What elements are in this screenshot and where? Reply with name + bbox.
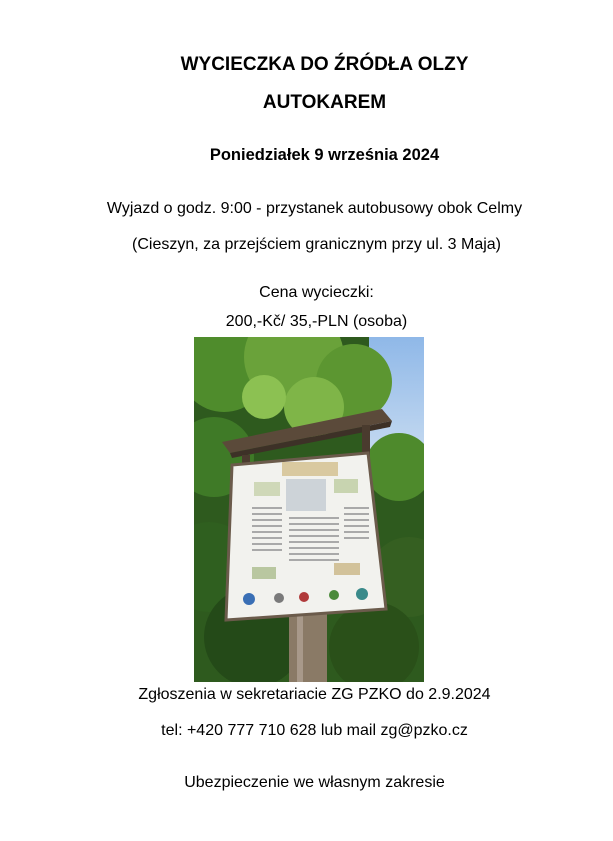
registration-info: Zgłoszenia w sekretariacie ZG PZKO do 2.9.2024 bbox=[138, 686, 491, 703]
departure-location: (Cieszyn, za przejściem granicznym przy ul. 3 Maja) bbox=[132, 236, 501, 253]
contact-info: tel: +420 777 710 628 lub mail zg@pzko.cz bbox=[161, 722, 468, 739]
price-value: 200,-Kč/ 35,-PLN (osoba) bbox=[225, 313, 408, 330]
event-date: Poniedziałek 9 września 2024 bbox=[209, 146, 440, 164]
price-label: Cena wycieczki: bbox=[259, 284, 374, 301]
title-line-2: AUTOKAREM bbox=[262, 92, 387, 113]
insurance-note: Ubezpieczenie we własnym zakresie bbox=[184, 774, 445, 791]
information-board-photo bbox=[194, 337, 424, 682]
departure-info: Wyjazd o godz. 9:00 - przystanek autobusowy obok Celmy bbox=[106, 200, 523, 217]
title-line-1: WYCIECZKA DO ŹRÓDŁA OLZY bbox=[180, 54, 469, 75]
photo-illustration bbox=[194, 337, 424, 682]
